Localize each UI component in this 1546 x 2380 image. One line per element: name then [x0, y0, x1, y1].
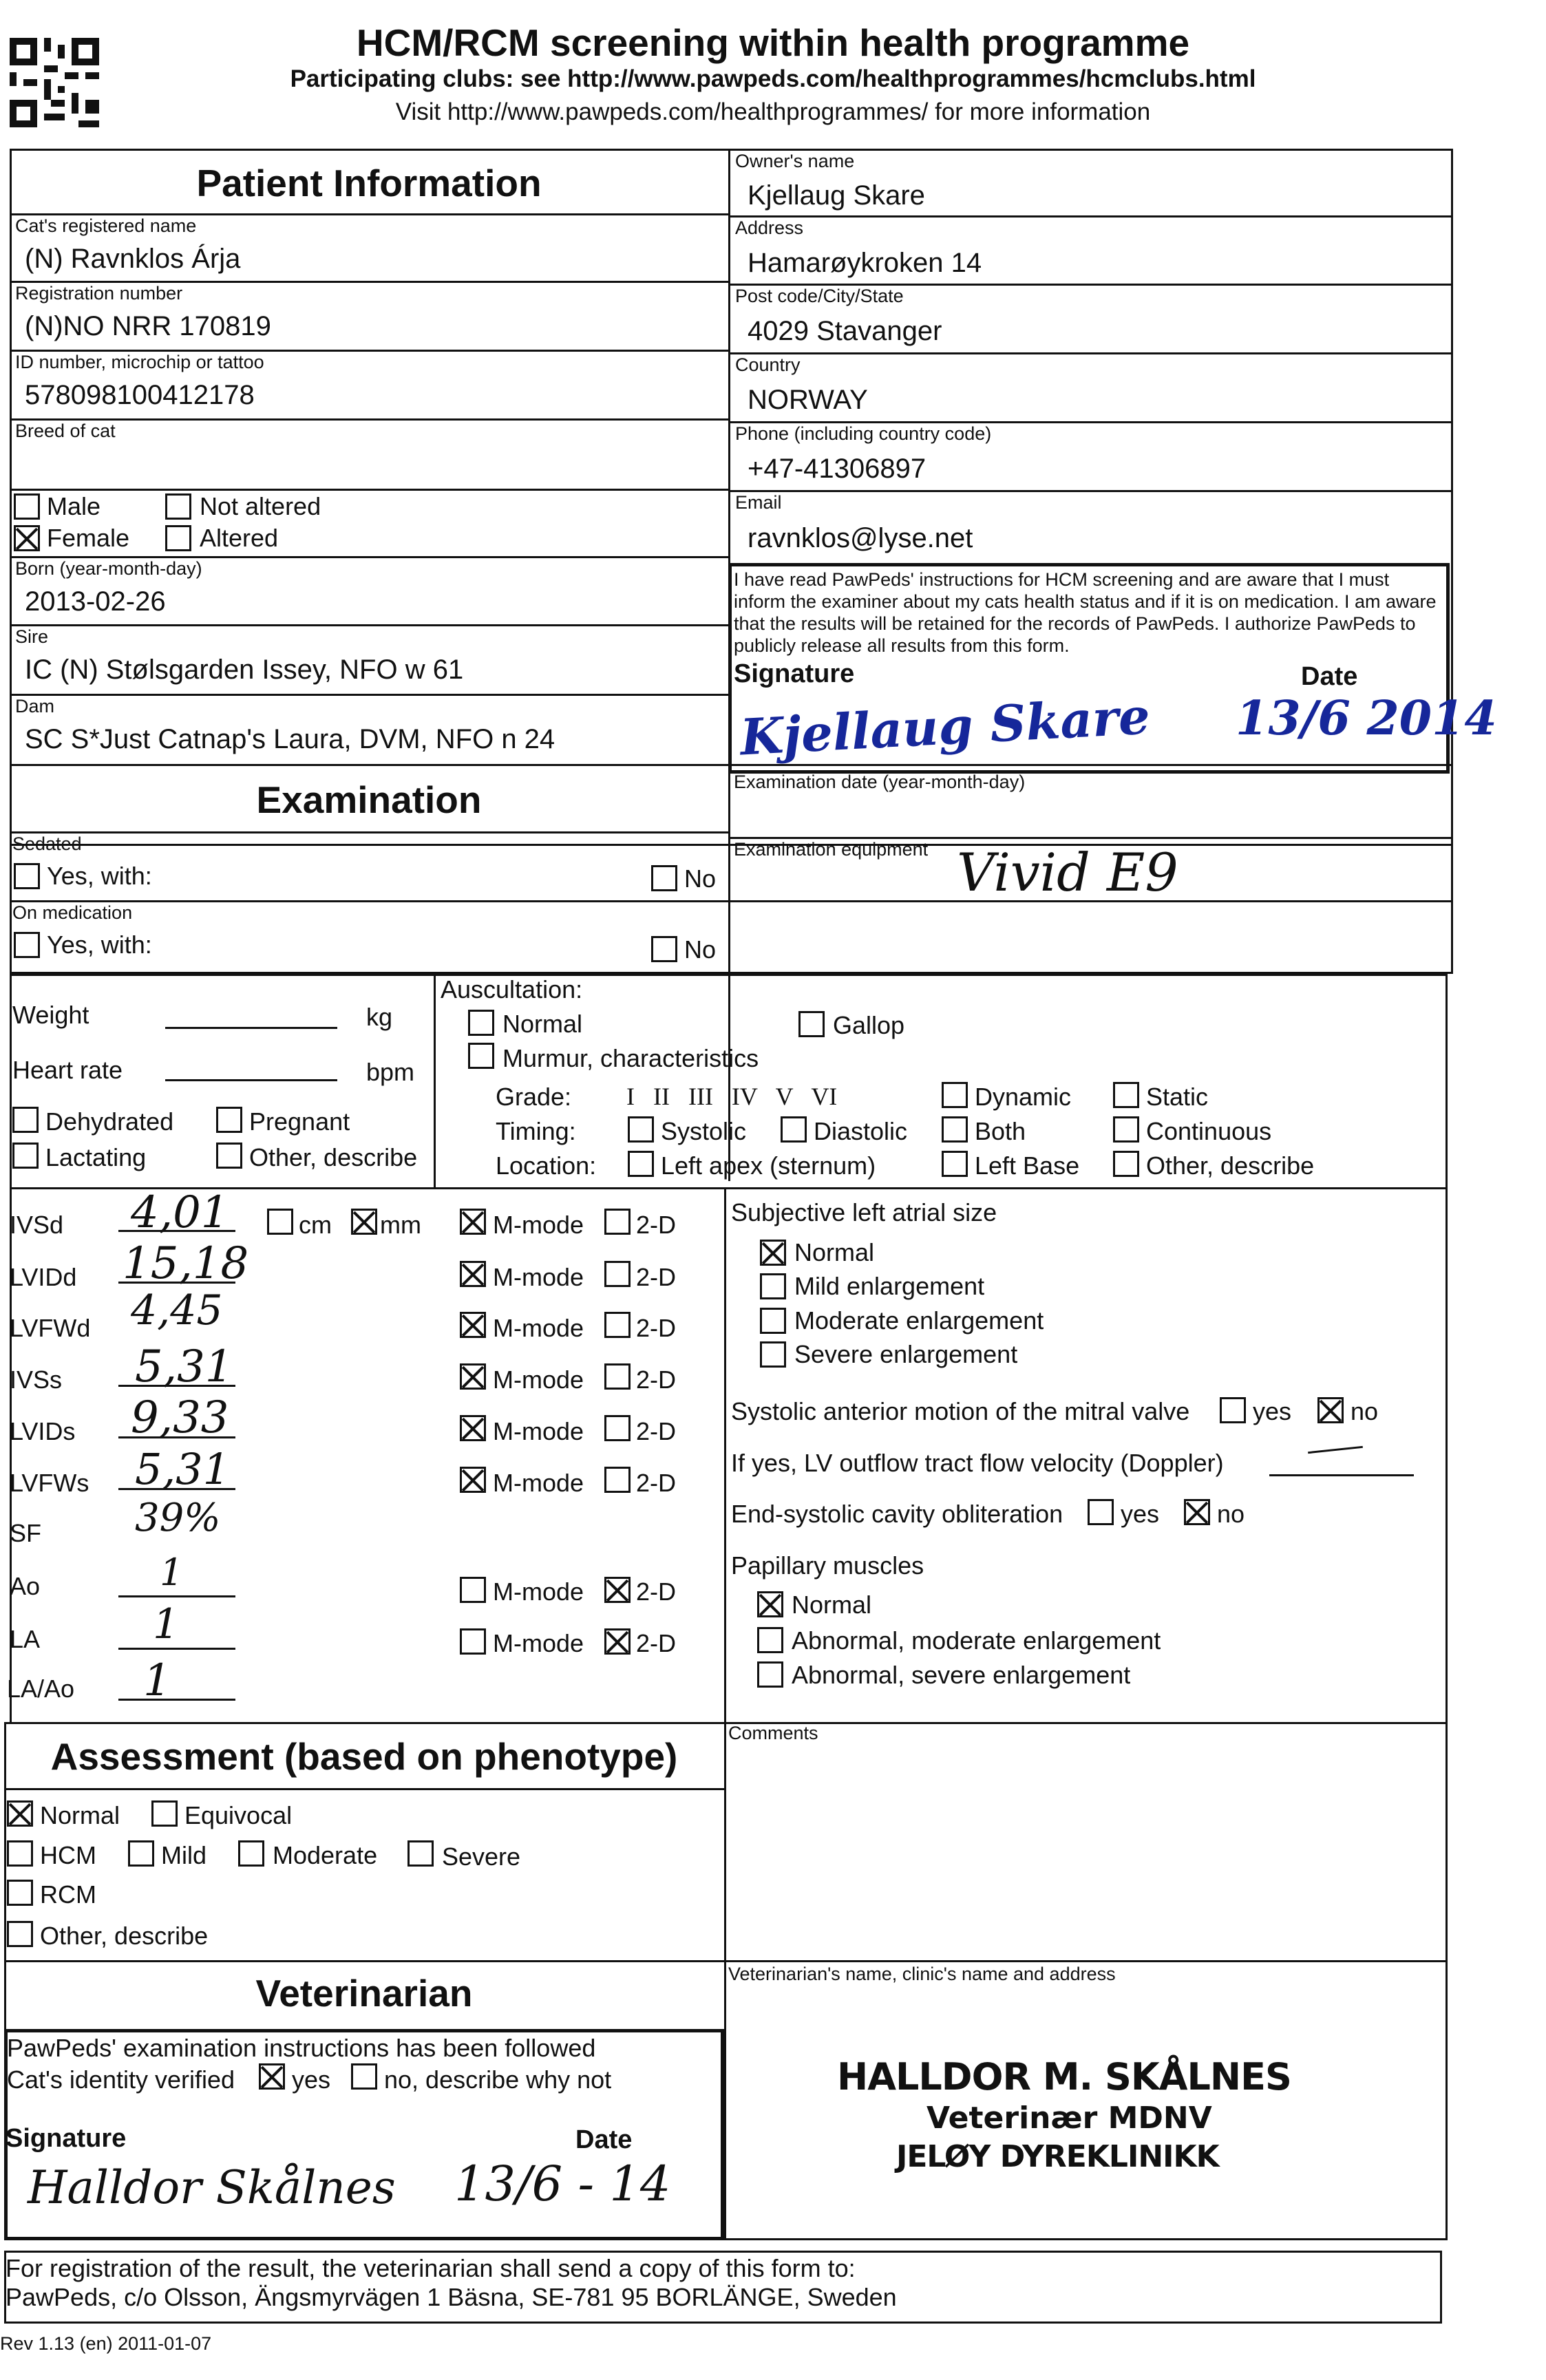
continuous-label: Continuous	[1146, 1117, 1272, 1145]
lvidd-value[interactable]: 15,18	[123, 1238, 249, 1289]
lvids-value[interactable]: 9,33	[131, 1392, 229, 1443]
vet-signature-label: Signature	[6, 2124, 127, 2153]
auscultation-label: Auscultation:	[441, 975, 583, 1003]
la-2d-label: 2-D	[636, 1629, 677, 1657]
identity-no-checkbox[interactable]	[351, 2063, 377, 2090]
lvfws-mmode-checkbox[interactable]	[460, 1467, 486, 1493]
other-location-label: Other, describe	[1146, 1151, 1315, 1180]
sam-yes-label: yes	[1253, 1397, 1292, 1425]
ao-value[interactable]: 1	[160, 1551, 184, 1594]
assessment-other-label: Other, describe	[40, 1922, 209, 1950]
owner-signature-label: Signature	[734, 659, 855, 688]
left-base-label: Left Base	[975, 1151, 1080, 1180]
sf-label: SF	[10, 1519, 42, 1547]
born-date[interactable]: 2013-02-26	[25, 586, 166, 617]
sam-yes-checkbox[interactable]	[1220, 1397, 1246, 1423]
vet-signature-date[interactable]: 13/6 - 14	[454, 2156, 671, 2212]
location-label: Location:	[496, 1151, 597, 1180]
cat-registered-name-label: Cat's registered name	[15, 215, 197, 236]
la-ao-label: LA/Ao	[7, 1675, 75, 1703]
medication-yes-checkbox[interactable]	[14, 932, 40, 958]
lvfws-label: LVFWs	[10, 1469, 89, 1497]
comments-label: Comments	[728, 1723, 818, 1743]
vet-stamp-name: HALLDOR M. SKÅLNES	[837, 2055, 1291, 2099]
registration-number[interactable]: (N)NO NRR 170819	[25, 311, 271, 341]
country-value[interactable]: NORWAY	[748, 385, 868, 415]
male-checkbox[interactable]	[14, 493, 40, 520]
papillary-severe-checkbox[interactable]	[757, 1661, 783, 1688]
diastolic-checkbox[interactable]	[781, 1116, 807, 1143]
vet-date-label: Date	[575, 2125, 633, 2154]
sedated-no-checkbox[interactable]	[651, 865, 677, 891]
la-severe-checkbox[interactable]	[760, 1341, 786, 1368]
ivsd-2d-label: 2-D	[636, 1211, 677, 1239]
gallop-label: Gallop	[833, 1011, 905, 1039]
identity-no-label: no, describe why not	[384, 2065, 612, 2094]
moderate-checkbox[interactable]	[238, 1840, 264, 1867]
sedated-yes-checkbox[interactable]	[14, 863, 40, 889]
lvidd-label: LVIDd	[10, 1263, 77, 1291]
la-2d-checkbox[interactable]	[604, 1628, 631, 1655]
cavity-no-checkbox[interactable]	[1184, 1499, 1210, 1525]
grade-options[interactable]: I II III IV V VI	[626, 1083, 838, 1110]
patient-section-title: Patient Information	[196, 162, 542, 204]
pregnant-label: Pregnant	[249, 1107, 350, 1136]
owner-name[interactable]: Kjellaug Skare	[748, 180, 925, 211]
ivsd-mmode-label: M-mode	[493, 1211, 584, 1239]
phone-label: Phone (including country code)	[735, 423, 992, 444]
exam-equipment-label: Examination equipment	[734, 839, 929, 860]
email-value[interactable]: ravnklos@lyse.net	[748, 523, 973, 553]
dehydrated-checkbox[interactable]	[12, 1107, 39, 1133]
la-normal-checkbox[interactable]	[760, 1240, 786, 1266]
la-mmode-checkbox[interactable]	[460, 1628, 486, 1655]
lvidd-mmode-checkbox[interactable]	[460, 1261, 486, 1287]
consent-text: I have read PawPeds' instructions for HCM screening and are aware that I must inform the examiner about my cats health status and if it is on medication. I am aware that the results will be retained for the records of PawPeds. I authorize PawPeds to publicly release all results from this form.	[734, 569, 1437, 656]
lvfws-2d-checkbox[interactable]	[604, 1467, 631, 1493]
mild-label: Mild	[161, 1841, 207, 1869]
murmur-checkbox[interactable]	[468, 1043, 494, 1069]
lvids-mmode-checkbox[interactable]	[460, 1415, 486, 1441]
lvidd-2d-checkbox[interactable]	[604, 1261, 631, 1287]
email-label: Email	[735, 492, 782, 513]
weight-unit: kg	[366, 1003, 393, 1031]
ivsd-2d-checkbox[interactable]	[604, 1209, 631, 1235]
medication-label: On medication	[12, 902, 133, 923]
lvfwd-mmode-label: M-mode	[493, 1314, 584, 1342]
grade-label: Grade:	[496, 1083, 572, 1111]
medication-no-label: No	[684, 935, 717, 964]
cm-checkbox[interactable]	[267, 1209, 293, 1235]
cat-registered-name[interactable]: (N) Ravnklos Árja	[25, 244, 241, 274]
cavity-yes-label: yes	[1121, 1500, 1160, 1528]
veterinarian-title: Veterinarian	[255, 1972, 473, 2015]
equivocal-checkbox[interactable]	[151, 1800, 178, 1827]
both-label: Both	[975, 1117, 1026, 1145]
severe-checkbox[interactable]	[407, 1840, 434, 1867]
lvfws-value[interactable]: 5,31	[135, 1444, 231, 1494]
assessment-other-checkbox[interactable]	[7, 1921, 33, 1947]
other-location-checkbox[interactable]	[1113, 1151, 1139, 1177]
lvfwd-value[interactable]: 4,45	[131, 1286, 223, 1335]
clubs-line: Participating clubs: see http://www.pawpeds.com/healthprogrammes/hcmclubs.html	[290, 65, 1256, 92]
mm-label: mm	[380, 1211, 421, 1239]
lvids-2d-label: 2-D	[636, 1417, 677, 1445]
ao-2d-checkbox[interactable]	[604, 1577, 631, 1603]
sedated-label: Sedated	[12, 833, 82, 854]
gallop-checkbox[interactable]	[798, 1011, 825, 1037]
footer-line-1: For registration of the result, the veterinarian shall send a copy of this form to:	[6, 2254, 856, 2282]
footer-line-2: PawPeds, c/o Olsson, Ängsmyrvägen 1 Bäsna, SE-781 95 BORLÄNGE, Sweden	[6, 2283, 897, 2311]
dehydrated-label: Dehydrated	[45, 1107, 174, 1136]
ao-mmode-label: M-mode	[493, 1577, 584, 1606]
form-title: HCM/RCM screening within health programme	[356, 21, 1190, 64]
mild-checkbox[interactable]	[128, 1840, 154, 1867]
mm-checkbox[interactable]	[351, 1209, 377, 1235]
dam-value[interactable]: SC S*Just Catnap's Laura, DVM, NFO n 24	[25, 724, 555, 754]
weight-label: Weight	[12, 1001, 89, 1029]
examination-section-title: Examination	[256, 778, 482, 821]
lvfws-2d-label: 2-D	[636, 1469, 677, 1497]
identity-verified-label: Cat's identity verified	[7, 2065, 235, 2094]
ivss-mmode-checkbox[interactable]	[460, 1363, 486, 1390]
diastolic-label: Diastolic	[814, 1117, 908, 1145]
systolic-checkbox[interactable]	[628, 1116, 654, 1143]
visit-line: Visit http://www.pawpeds.com/healthprogrammes/ for more information	[395, 98, 1151, 125]
heart-rate-label: Heart rate	[12, 1056, 123, 1084]
ivsd-mmode-checkbox[interactable]	[460, 1209, 486, 1235]
cavity-label: End-systolic cavity obliteration	[731, 1500, 1063, 1528]
papillary-severe-label: Abnormal, severe enlargement	[792, 1661, 1131, 1689]
revision-note: Rev 1.13 (en) 2011-01-07	[0, 2333, 212, 2354]
ausc-normal-checkbox[interactable]	[468, 1010, 494, 1036]
vet-clinic-label: Veterinarian's name, clinic's name and address	[728, 1964, 1116, 1984]
sire-label: Sire	[15, 626, 49, 647]
rcm-checkbox[interactable]	[7, 1880, 33, 1906]
id-number[interactable]: 578098100412178	[25, 380, 255, 410]
registration-number-label: Registration number	[15, 283, 183, 304]
rcm-label: RCM	[40, 1880, 96, 1909]
cavity-no-label: no	[1217, 1500, 1245, 1528]
identity-yes-checkbox[interactable]	[259, 2063, 285, 2090]
la-severe-label: Severe enlargement	[794, 1340, 1018, 1368]
vet-stamp-title: Veterinær MDNV	[926, 2101, 1212, 2136]
address-value[interactable]: Hamarøykroken 14	[748, 248, 982, 278]
ao-2d-label: 2-D	[636, 1577, 677, 1606]
lvfwd-mmode-checkbox[interactable]	[460, 1312, 486, 1338]
sire-value[interactable]: IC (N) Stølsgarden Issey, NFO w 61	[25, 655, 464, 685]
papillary-normal-label: Normal	[792, 1591, 872, 1619]
ivsd-label: IVSd	[10, 1211, 64, 1239]
vet-stamp-clinic: JELØY DYREKLINIKK	[896, 2139, 1219, 2174]
dam-label: Dam	[15, 696, 55, 716]
id-number-label: ID number, microchip or tattoo	[15, 352, 264, 372]
ivss-2d-label: 2-D	[636, 1366, 677, 1394]
severe-label: Severe	[442, 1842, 521, 1871]
la-mmode-label: M-mode	[493, 1629, 584, 1657]
instructions-followed-text: PawPeds' examination instructions has been followed	[7, 2034, 596, 2062]
la-size-label: Subjective left atrial size	[731, 1198, 997, 1226]
lvids-mmode-label: M-mode	[493, 1417, 584, 1445]
both-checkbox[interactable]	[942, 1116, 968, 1143]
sf-value[interactable]: 39%	[135, 1496, 221, 1540]
address-label: Address	[735, 217, 804, 238]
lvfwd-2d-label: 2-D	[636, 1314, 677, 1342]
postcode-value[interactable]: 4029 Stavanger	[748, 316, 942, 346]
cm-label: cm	[299, 1211, 332, 1239]
male-label: Male	[47, 492, 101, 520]
sam-label: Systolic anterior motion of the mitral valve	[731, 1397, 1190, 1425]
heart-rate-unit: bpm	[366, 1058, 415, 1086]
country-label: Country	[735, 354, 801, 375]
la-normal-label: Normal	[794, 1238, 875, 1266]
other-condition-label: Other, describe	[249, 1143, 418, 1171]
breed-label: Breed of cat	[15, 421, 116, 441]
ausc-normal-label: Normal	[502, 1010, 583, 1038]
other-condition-checkbox[interactable]	[216, 1143, 242, 1169]
exam-equipment-value[interactable]: Vivid E9	[957, 842, 1178, 903]
owner-signature[interactable]: Kjellaug Skare	[739, 686, 1152, 767]
timing-label: Timing:	[496, 1117, 576, 1145]
moderate-label: Moderate	[273, 1841, 378, 1869]
ivss-2d-checkbox[interactable]	[604, 1363, 631, 1390]
owner-signature-date[interactable]: 13/6 2014	[1236, 691, 1497, 746]
owner-date-label: Date	[1301, 662, 1358, 691]
lvfwd-label: LVFWd	[10, 1314, 91, 1342]
sedated-no-label: No	[684, 864, 717, 893]
papillary-moderate-label: Abnormal, moderate enlargement	[792, 1626, 1161, 1655]
female-label: Female	[47, 524, 130, 552]
static-checkbox[interactable]	[1113, 1082, 1139, 1108]
la-moderate-checkbox[interactable]	[760, 1308, 786, 1334]
phone-value[interactable]: +47-41306897	[748, 454, 926, 484]
female-checkbox[interactable]	[14, 525, 40, 551]
la-mild-label: Mild enlargement	[794, 1272, 985, 1300]
altered-checkbox[interactable]	[165, 525, 191, 551]
pregnant-checkbox[interactable]	[216, 1107, 242, 1133]
equivocal-label: Equivocal	[184, 1801, 293, 1829]
medication-yes-label: Yes, with:	[47, 931, 152, 959]
systolic-label: Systolic	[661, 1117, 747, 1145]
ivss-value[interactable]: 5,31	[135, 1341, 233, 1392]
altered-label: Altered	[200, 524, 279, 552]
sedated-yes-label: Yes, with:	[47, 862, 152, 890]
assessment-title: Assessment (based on phenotype)	[50, 1735, 678, 1778]
ivsd-value[interactable]: 4,01	[131, 1187, 229, 1238]
left-base-checkbox[interactable]	[942, 1151, 968, 1177]
dynamic-label: Dynamic	[975, 1083, 1072, 1111]
identity-yes-label: yes	[292, 2065, 331, 2094]
lvfws-mmode-label: M-mode	[493, 1469, 584, 1497]
ivss-mmode-label: M-mode	[493, 1366, 584, 1394]
lactating-checkbox[interactable]	[12, 1143, 39, 1169]
continuous-checkbox[interactable]	[1113, 1116, 1139, 1143]
assessment-normal-checkbox[interactable]	[7, 1800, 33, 1827]
lvidd-mmode-label: M-mode	[493, 1263, 584, 1291]
sam-no-checkbox[interactable]	[1317, 1397, 1344, 1423]
dynamic-checkbox[interactable]	[942, 1082, 968, 1108]
lvids-2d-checkbox[interactable]	[604, 1415, 631, 1441]
left-apex-label: Left apex (sternum)	[661, 1151, 876, 1180]
not-altered-label: Not altered	[200, 492, 321, 520]
left-apex-checkbox[interactable]	[628, 1151, 654, 1177]
hcm-checkbox[interactable]	[7, 1840, 33, 1867]
la-label: LA	[10, 1625, 41, 1653]
vet-signature[interactable]: Halldor Skålnes	[28, 2161, 396, 2214]
cavity-yes-checkbox[interactable]	[1088, 1499, 1114, 1525]
lactating-label: Lactating	[45, 1143, 147, 1171]
papillary-normal-checkbox[interactable]	[757, 1591, 783, 1617]
lvidd-2d-label: 2-D	[636, 1263, 677, 1291]
la-ao-value[interactable]: 1	[143, 1655, 171, 1706]
lvot-label: If yes, LV outflow tract flow velocity (Doppler)	[731, 1449, 1224, 1477]
lvids-label: LVIDs	[10, 1417, 76, 1445]
ao-mmode-checkbox[interactable]	[460, 1577, 486, 1603]
la-moderate-label: Moderate enlargement	[794, 1306, 1044, 1335]
postcode-label: Post code/City/State	[735, 286, 904, 306]
exam-date-label: Examination date (year-month-day)	[734, 772, 1026, 792]
la-value[interactable]: 1	[153, 1600, 180, 1648]
assessment-normal-label: Normal	[40, 1801, 120, 1829]
murmur-label: Murmur, characteristics	[502, 1044, 759, 1072]
sam-no-label: no	[1351, 1397, 1379, 1425]
medication-no-checkbox[interactable]	[651, 936, 677, 962]
born-label: Born (year-month-day)	[15, 558, 202, 579]
ao-label: Ao	[10, 1572, 41, 1600]
papillary-label: Papillary muscles	[731, 1551, 924, 1580]
papillary-moderate-checkbox[interactable]	[757, 1627, 783, 1653]
hcm-label: HCM	[40, 1841, 96, 1869]
lvfwd-2d-checkbox[interactable]	[604, 1312, 631, 1338]
la-mild-checkbox[interactable]	[760, 1273, 786, 1299]
owner-name-label: Owner's name	[735, 151, 855, 171]
not-altered-checkbox[interactable]	[165, 493, 191, 520]
ivss-label: IVSs	[10, 1366, 63, 1394]
static-label: Static	[1146, 1083, 1209, 1111]
